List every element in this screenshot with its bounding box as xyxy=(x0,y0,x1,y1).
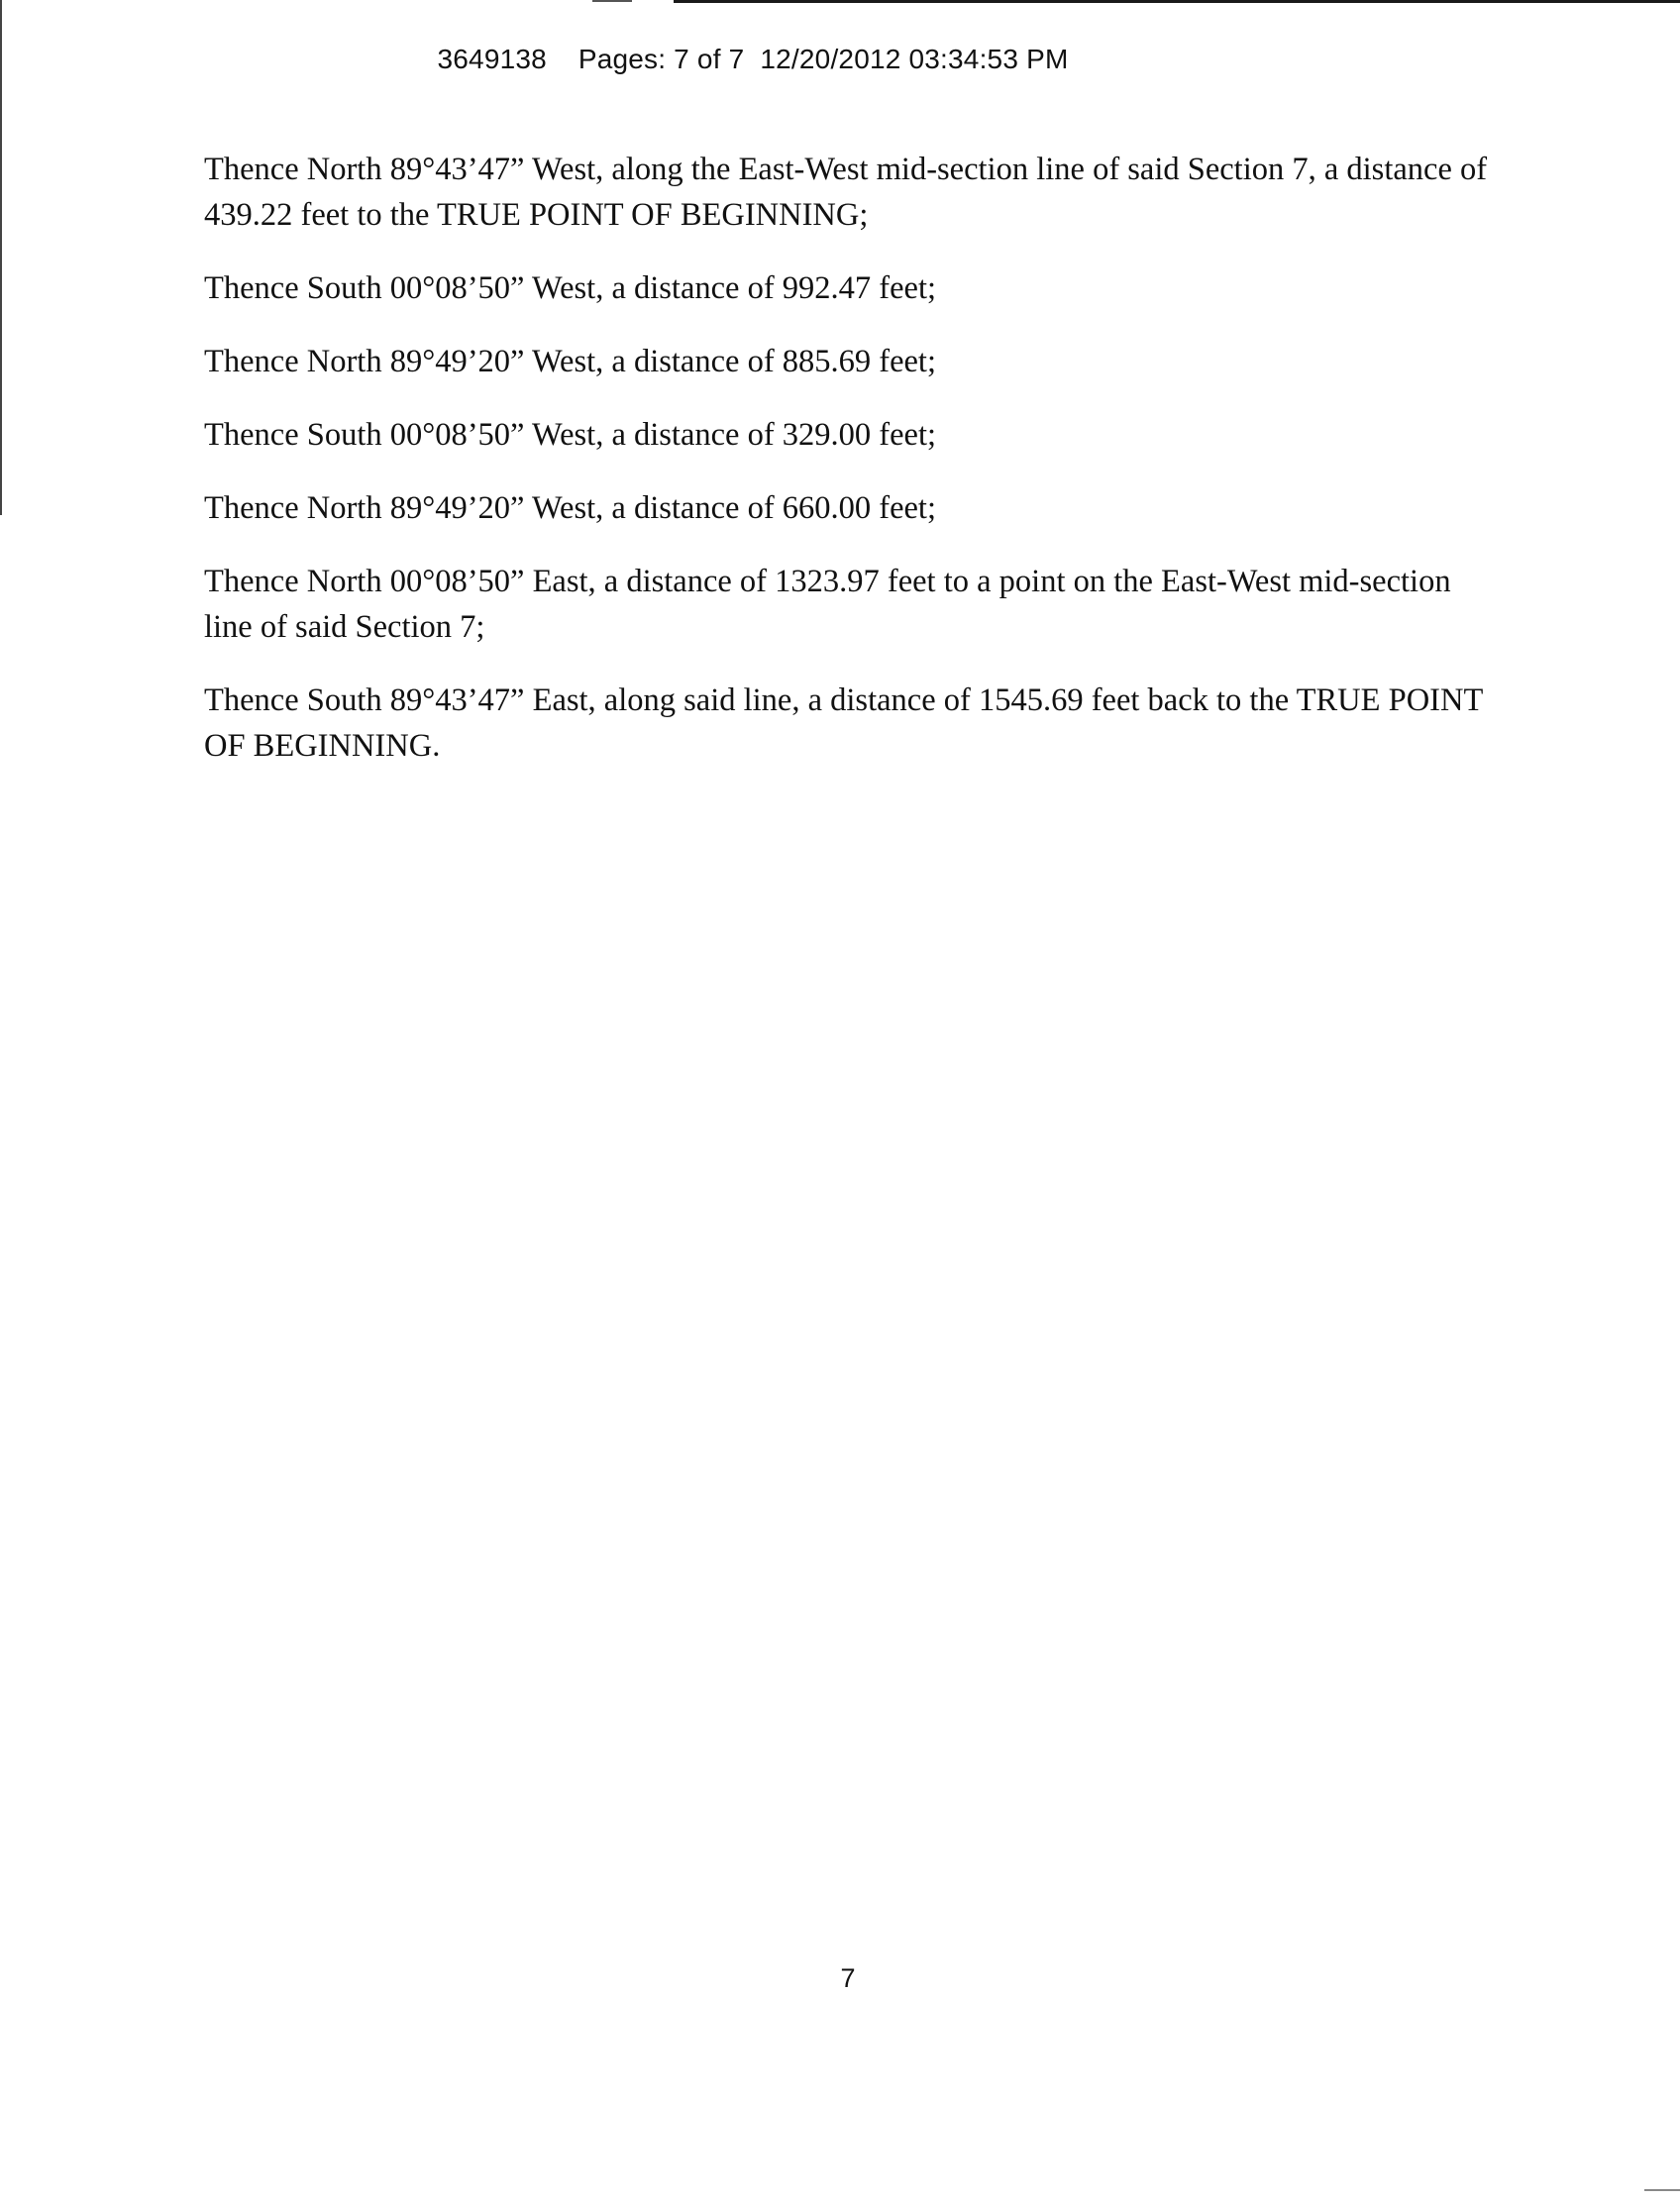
legal-description-paragraph: Thence North 89°49’20” West, a distance of 885.69 feet; xyxy=(204,344,936,379)
recording-stamp: 3649138 Pages: 7 of 7 12/20/2012 03:34:53 PM xyxy=(437,44,1069,74)
legal-description-paragraph: Thence South 00°08’50” West, a distance of 329.00 feet; xyxy=(204,417,937,453)
scan-artifact-top-rule xyxy=(674,0,1680,3)
legal-description-paragraph: Thence South 00°08’50” West, a distance of 992.47 feet; xyxy=(204,270,937,306)
scan-artifact-left-edge xyxy=(0,0,2,515)
legal-description-paragraph: Thence North 00°08’50” East, a distance of 1323.97 feet to a point on the East-West mid-section line of said Section 7; xyxy=(204,564,1451,645)
scan-artifact-bottom-right-mark xyxy=(1644,2189,1680,2191)
legal-description-paragraph: Thence North 89°49’20” West, a distance of 660.00 feet; xyxy=(204,490,936,526)
page-number: 7 xyxy=(840,1963,856,1993)
legal-description-body xyxy=(204,147,1492,796)
legal-description-paragraph: Thence North 89°43’47” West, along the East-West mid-section line of said Section 7, a distance of 439.22 feet to the TRUE POINT OF BEGINNING; xyxy=(204,152,1488,233)
scan-artifact-top-rule-short xyxy=(592,0,632,2)
legal-description-paragraph: Thence South 89°43’47” East, along said line, a distance of 1545.69 feet back to the TRUE POINT OF BEGINNING. xyxy=(204,682,1483,764)
